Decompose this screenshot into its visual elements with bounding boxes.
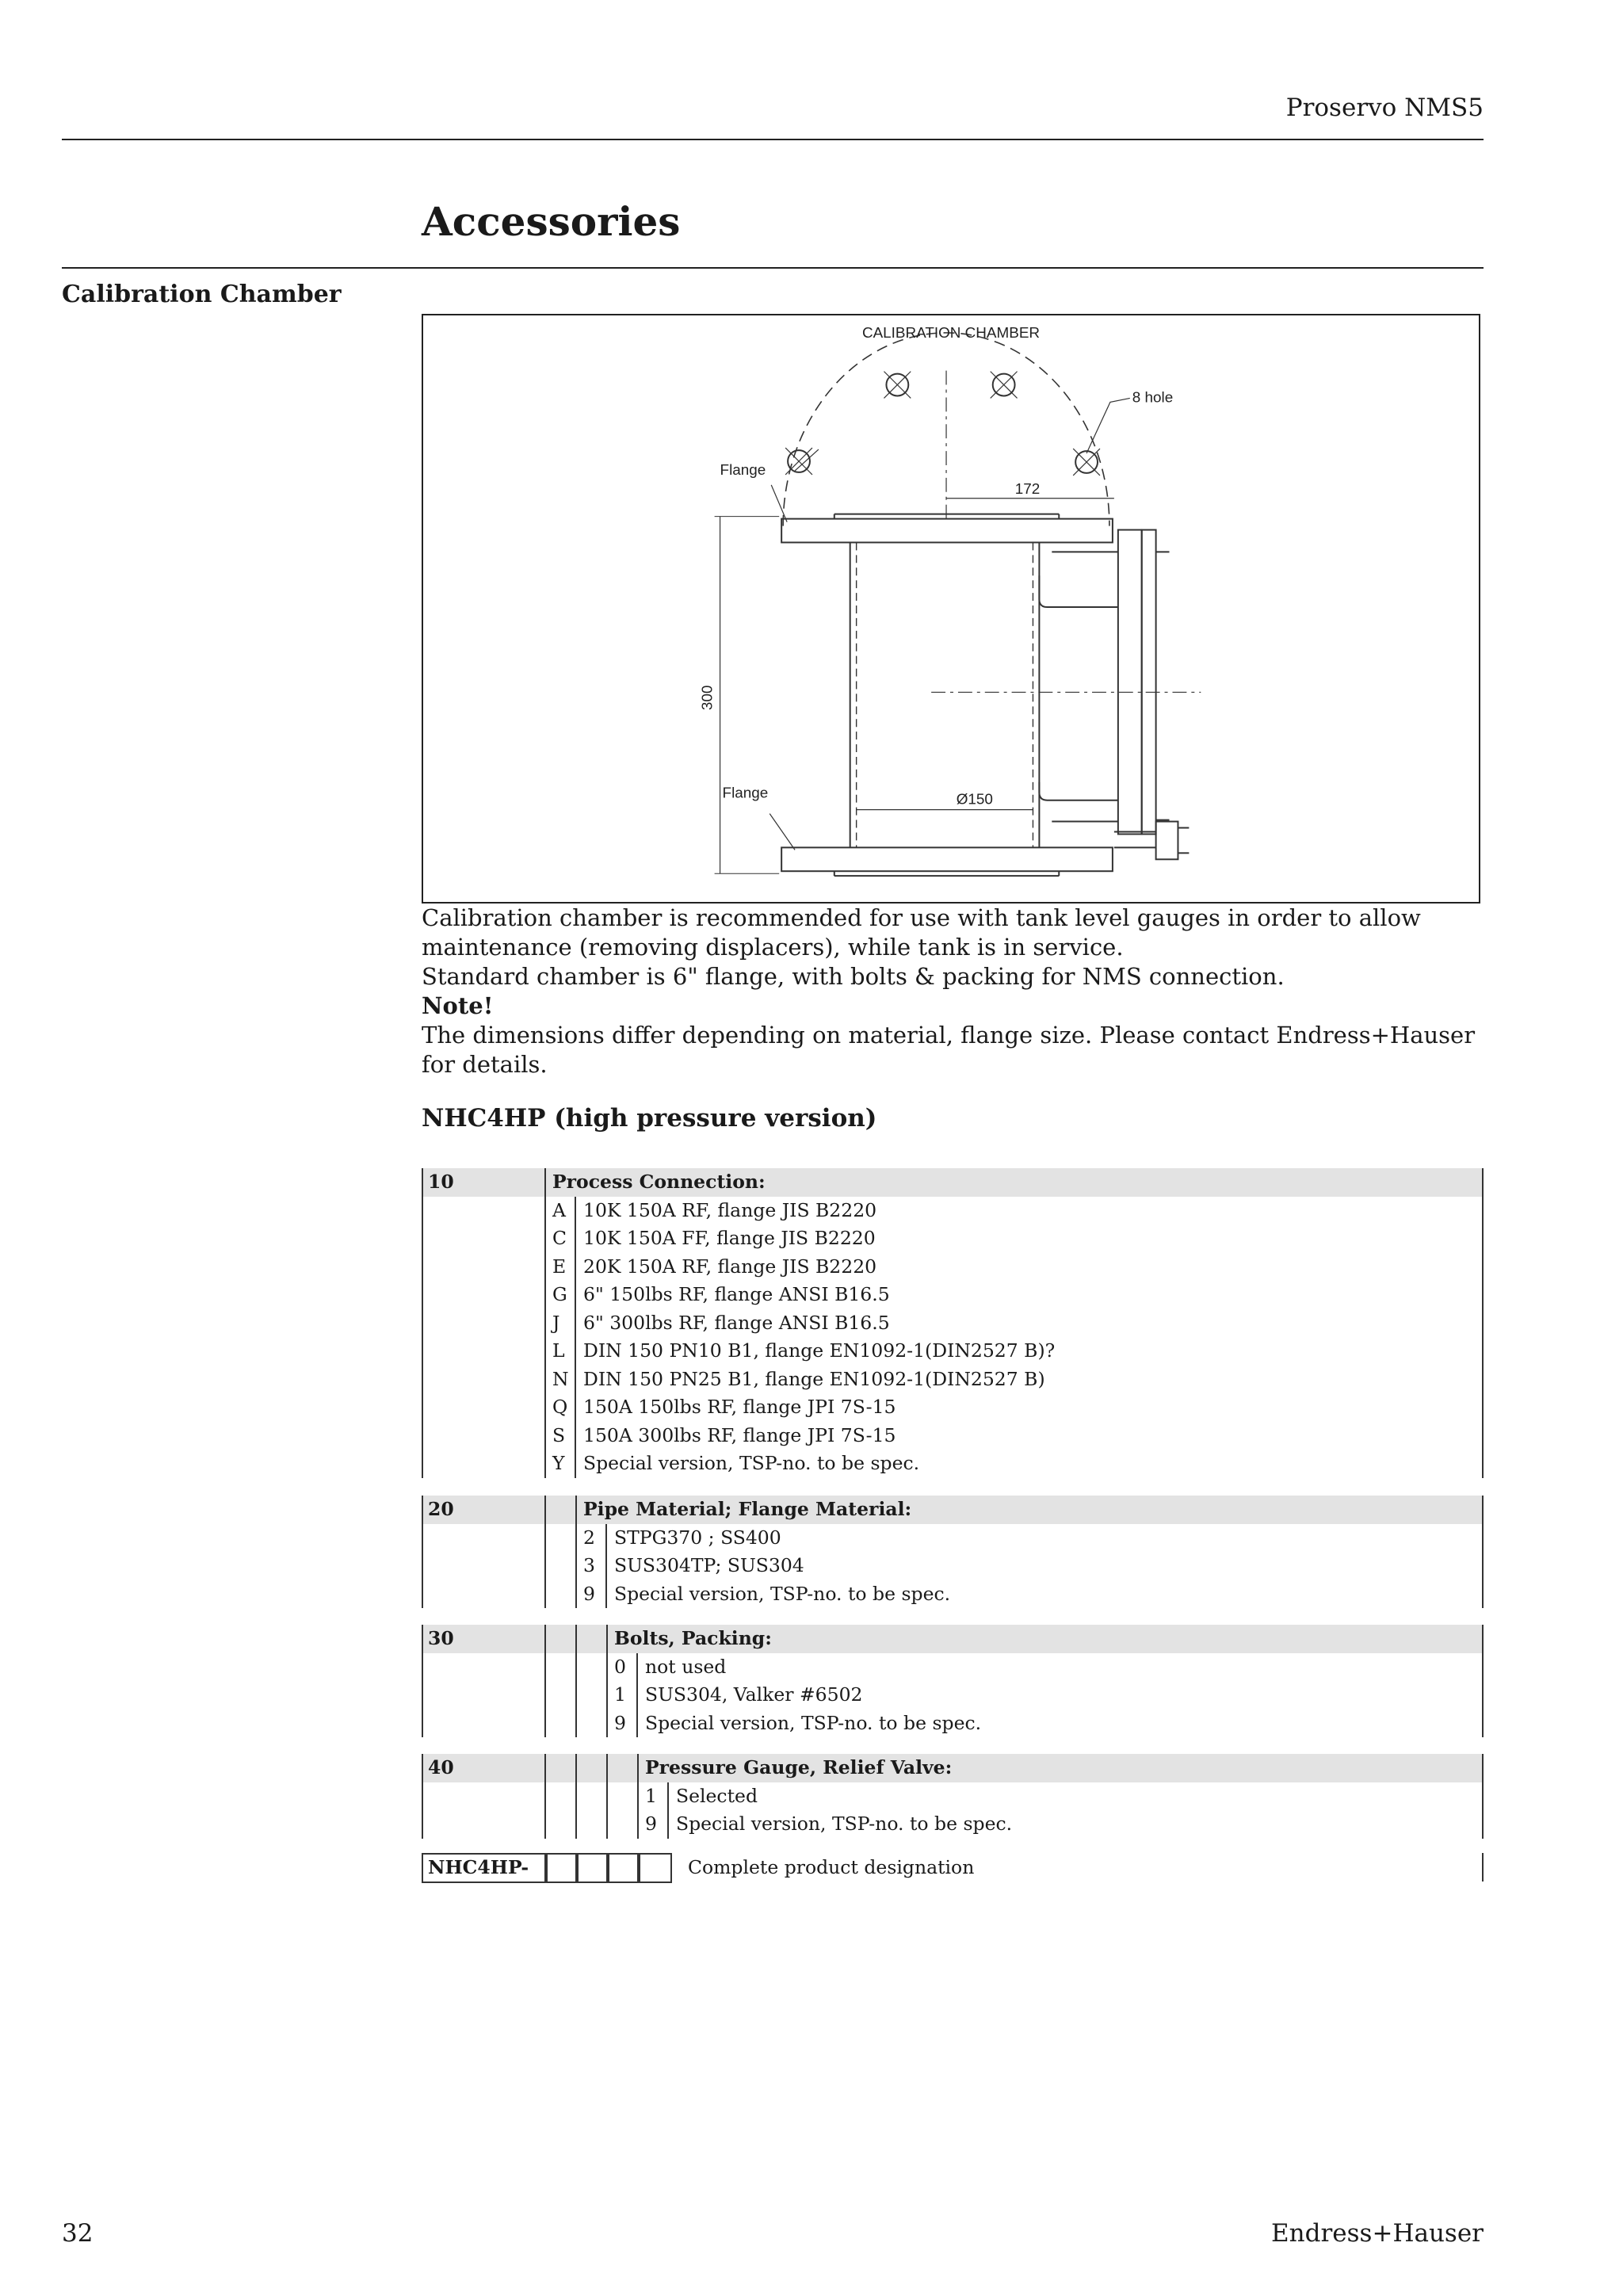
bottom-flange [781,847,1113,871]
drawing-title: CALIBRATION CHAMBER [861,324,1041,342]
option-code: E [552,1255,567,1278]
feature-option-row [422,1366,1484,1394]
option-text: Special version, TSP-no. to be spec. [583,1452,920,1474]
page-number: 32 [62,2219,94,2248]
description [422,904,1484,1079]
feature-option-row [422,1710,1484,1738]
feature-option-row [422,1524,1484,1553]
dim-150-label: Ø150 [956,791,993,808]
dim-300-label: 300 [699,685,716,711]
ordering-heading: NHC4HP (high pressure version) [422,1104,877,1133]
feature-option-row [422,1281,1484,1309]
option-text: SUS304TP; SUS304 [614,1554,804,1576]
designation-label: Complete product designation [688,1856,975,1878]
feature-block-30 [422,1625,1484,1737]
option-text: 10K 150A RF, flange JIS B2220 [583,1198,877,1221]
feature-title: Process Connection: [552,1171,766,1193]
option-text: 6" 300lbs RF, flange ANSI B16.5 [583,1311,890,1334]
option-code: J [552,1311,560,1334]
feature-option-row [422,1337,1484,1366]
option-text: DIN 150 PN25 B1, flange EN1092-1(DIN2527 B) [583,1367,1045,1390]
option-code: 9 [645,1813,657,1835]
calibration-chamber-drawing [422,314,1480,904]
option-code: 0 [614,1655,626,1678]
option-code: C [552,1227,567,1249]
option-code: 1 [614,1683,626,1706]
feature-number: 20 [428,1498,454,1520]
feature-option-row [422,1552,1484,1580]
side-bolt [1156,822,1178,860]
feature-title: Pressure Gauge, Relief Valve: [645,1756,953,1778]
option-text: 10K 150A FF, flange JIS B2220 [583,1227,876,1249]
designation-code: NHC4HP- [428,1856,529,1878]
option-code: G [552,1283,567,1305]
feature-number: 40 [428,1756,454,1778]
feature-option-row [422,1580,1484,1609]
option-code: N [552,1367,569,1390]
feature-option-row [422,1197,1484,1225]
option-code: S [552,1423,566,1446]
option-text: 6" 150lbs RF, flange ANSI B16.5 [583,1283,890,1305]
feature-title: Bolts, Packing: [614,1627,772,1649]
feature-header-row [422,1496,1484,1524]
option-code: Q [552,1396,568,1418]
option-text: 150A 150lbs RF, flange JPI 7S-15 [583,1396,896,1418]
description-line-2: Standard chamber is 6" flange, with bolts & packing for NMS connection. [422,963,1285,990]
description-line-1: Calibration chamber is recommended for use with tank level gauges in order to allow maintenance (removing displacers), while tank is in service. [422,904,1421,961]
feature-block-20 [422,1496,1484,1608]
option-text: 150A 300lbs RF, flange JPI 7S-15 [583,1423,896,1446]
footer-brand: Endress+Hauser [1271,2219,1484,2248]
title-rule [62,267,1484,269]
feature-block-40 [422,1754,1484,1839]
option-code: 1 [645,1784,657,1807]
feature-number: 10 [428,1171,454,1193]
feature-header-row [422,1754,1484,1782]
flange-top-label: Flange [720,461,766,479]
dim-172-label: 172 [1014,480,1041,498]
feature-option-row [422,1810,1484,1839]
feature-title: Pipe Material; Flange Material: [583,1498,912,1520]
option-code: A [552,1198,566,1221]
note-label: Note! [422,992,494,1019]
option-code: Y [552,1452,565,1474]
option-text: 20K 150A RF, flange JIS B2220 [583,1255,877,1278]
feature-option-row [422,1681,1484,1710]
option-text: Special version, TSP-no. to be spec. [676,1813,1013,1835]
feature-option-row [422,1224,1484,1253]
drawing-svg [423,315,1479,902]
designation-row [422,1853,1484,1881]
feature-option-row [422,1422,1484,1450]
note-text: The dimensions differ depending on material, flange size. Please contact Endress+Hauser for details. [422,1022,1476,1078]
feature-option-row [422,1309,1484,1338]
side-heading: Calibration Chamber [62,281,342,308]
option-code: 2 [583,1526,595,1549]
option-text: Special version, TSP-no. to be spec. [614,1582,951,1605]
option-text: Selected [676,1784,758,1807]
header-rule [62,139,1484,140]
feature-header-row [422,1168,1484,1197]
top-flange [781,519,1113,543]
option-text: not used [645,1655,727,1678]
header-title: Proservo NMS5 [1285,94,1484,122]
page-title: Accessories [422,198,681,245]
feature-number: 30 [428,1627,454,1649]
side-flange [1118,530,1142,835]
option-text: SUS304, Valker #6502 [645,1683,863,1706]
option-text: STPG370 ; SS400 [614,1526,781,1549]
feature-option-row [422,1653,1484,1682]
flange-bottom-label: Flange [722,785,769,802]
holes-label: 8 hole [1132,389,1174,407]
option-code: L [552,1339,565,1362]
feature-block-10 [422,1168,1484,1478]
feature-option-row [422,1393,1484,1422]
feature-option-row [422,1782,1484,1811]
option-text: Special version, TSP-no. to be spec. [645,1711,982,1734]
feature-header-row [422,1625,1484,1653]
option-code: 9 [583,1582,595,1605]
feature-option-row [422,1450,1484,1478]
feature-option-row [422,1253,1484,1282]
option-code: 3 [583,1554,595,1576]
option-code: 9 [614,1711,626,1734]
option-text: DIN 150 PN10 B1, flange EN1092-1(DIN2527 B)? [583,1339,1056,1362]
